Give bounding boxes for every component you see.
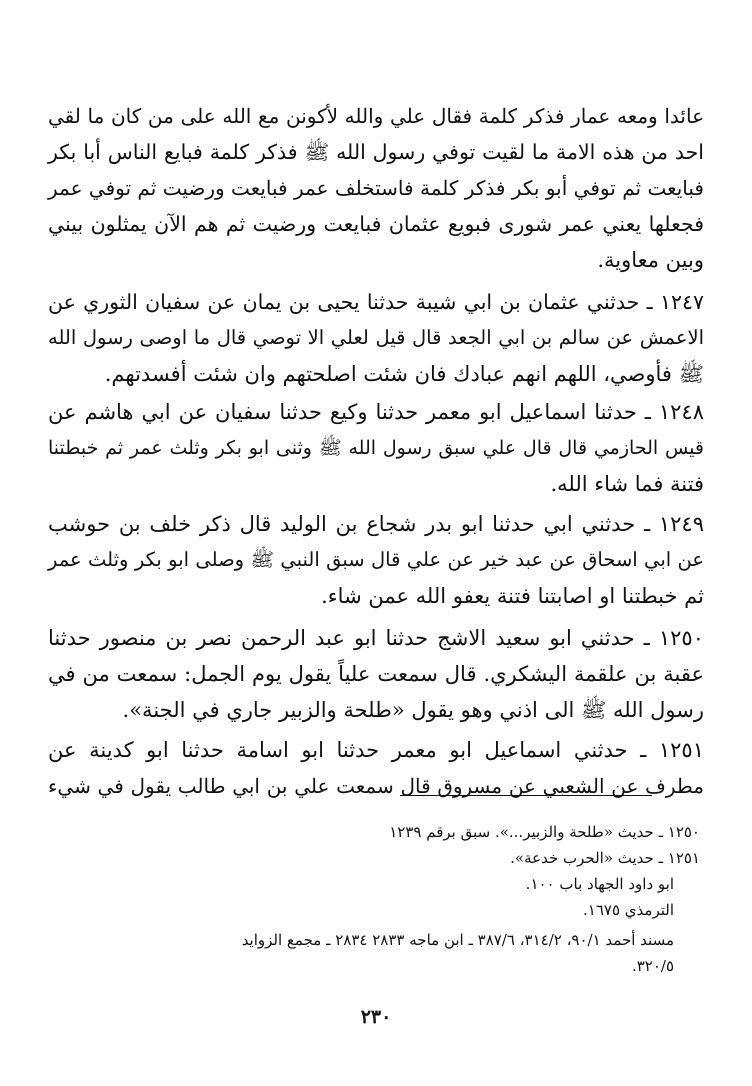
hadith-1248-line: ١٢٤٨ ـ حدثنا اسماعيل ابو معمر حدثنا وكيع حدثنا سفيان عن ابي هاشم عن bbox=[48, 400, 704, 424]
body-line: قيس الحازمي قال قال علي سبق رسول الله ﷺ وثنى ابو بكر وثلث عمر ثم خبطتنا bbox=[48, 437, 704, 459]
body-line: وبين معاوية. bbox=[597, 248, 704, 272]
footnote-line: ١٢٥١ ـ حديث «الحرب خدعة». bbox=[510, 849, 700, 867]
body-line: ثم خبطتنا او اصابتنا فتنة يعفو الله عمن شاء. bbox=[321, 584, 704, 608]
footnote-separator bbox=[400, 795, 652, 796]
page-number: ٢٣٠ bbox=[360, 1006, 392, 1028]
body-line: ﷺ فأوصي، اللهم انهم عبادك فان شئت اصلحتهم وان شئت أفسدتهم. bbox=[104, 362, 704, 386]
body-line: مطرف عن الشعبي عن مسروق قال سمعت علي بن ابي طالب يقول في شيء bbox=[48, 774, 704, 798]
footnote-line: ٣٢٠/٥. bbox=[631, 957, 674, 975]
footnote-line: ١٢٥٠ ـ حديث «طلحة والزبير...». سبق برقم ١٢٣٩ bbox=[389, 823, 700, 841]
hadith-1247-line: ١٢٤٧ ـ حدثني عثمان بن ابي شيبة حدثنا يحيى بن يمان عن سفيان الثوري عن bbox=[48, 290, 704, 314]
body-line: الاعمش عن سالم بن ابي الجعد قال قيل لعلي الا توصي قال ما اوصى رسول الله bbox=[48, 326, 704, 349]
body-line: فجعلها يعني عمر شورى فبويع عثمان فبايعت ورضيت ثم هم الآن يمثلون بيني bbox=[48, 212, 704, 236]
body-line: فبايعت ثم توفي أبو بكر فذكر كلمة فاستخلف عمر فبايعت ورضيت ثم توفي عمر bbox=[48, 176, 704, 200]
body-line: فتنة فما شاء الله. bbox=[550, 472, 704, 496]
hadith-1251-line: ١٢٥١ ـ حدثني اسماعيل ابو معمر حدثنا ابو اسامة حدثنا ابو كدينة عن bbox=[48, 738, 704, 762]
footnote-line: ابو داود الجهاد باب ١٠٠. bbox=[525, 875, 674, 893]
body-line: عقبة بن علقمة اليشكري. قال سمعت علياً يقول يوم الجمل: سمعت من في bbox=[48, 662, 704, 686]
hadith-1250-line: ١٢٥٠ ـ حدثني ابو سعيد الاشج حدثنا ابو عبد الرحمن نصر بن منصور حدثنا bbox=[48, 626, 704, 650]
body-line: رسول الله ﷺ الى اذني وهو يقول «طلحة والزبير جاري في الجنة». bbox=[122, 698, 704, 722]
body-line: عائدا ومعه عمار فذكر كلمة فقال علي والله لأكونن مع الله على من كان ما لقي bbox=[48, 104, 704, 128]
footnote-line: الترمذي ١٦٧٥. bbox=[583, 901, 674, 919]
body-line: احد من هذه الامة ما لقيت توفي رسول الله ﷺ فذكر كلمة فبايع الناس أبا بكر bbox=[48, 140, 704, 164]
hadith-1249-line: ١٢٤٩ ـ حدثني ابي حدثنا ابو بدر شجاع بن الوليد قال ذكر خلف بن حوشب bbox=[48, 512, 704, 536]
body-line: عن ابي اسحاق عن عبد خير عن علي قال سبق النبي ﷺ وصلى ابو بكر وثلث عمر bbox=[48, 548, 704, 571]
footnote-line: مسند أحمد ٩٠/١، ٣١٤/٢، ٣٨٧/٦ ـ ابن ماجه ٢٨٣٣ ٢٨٣٤ ـ مجمع الزوايد bbox=[241, 931, 674, 949]
